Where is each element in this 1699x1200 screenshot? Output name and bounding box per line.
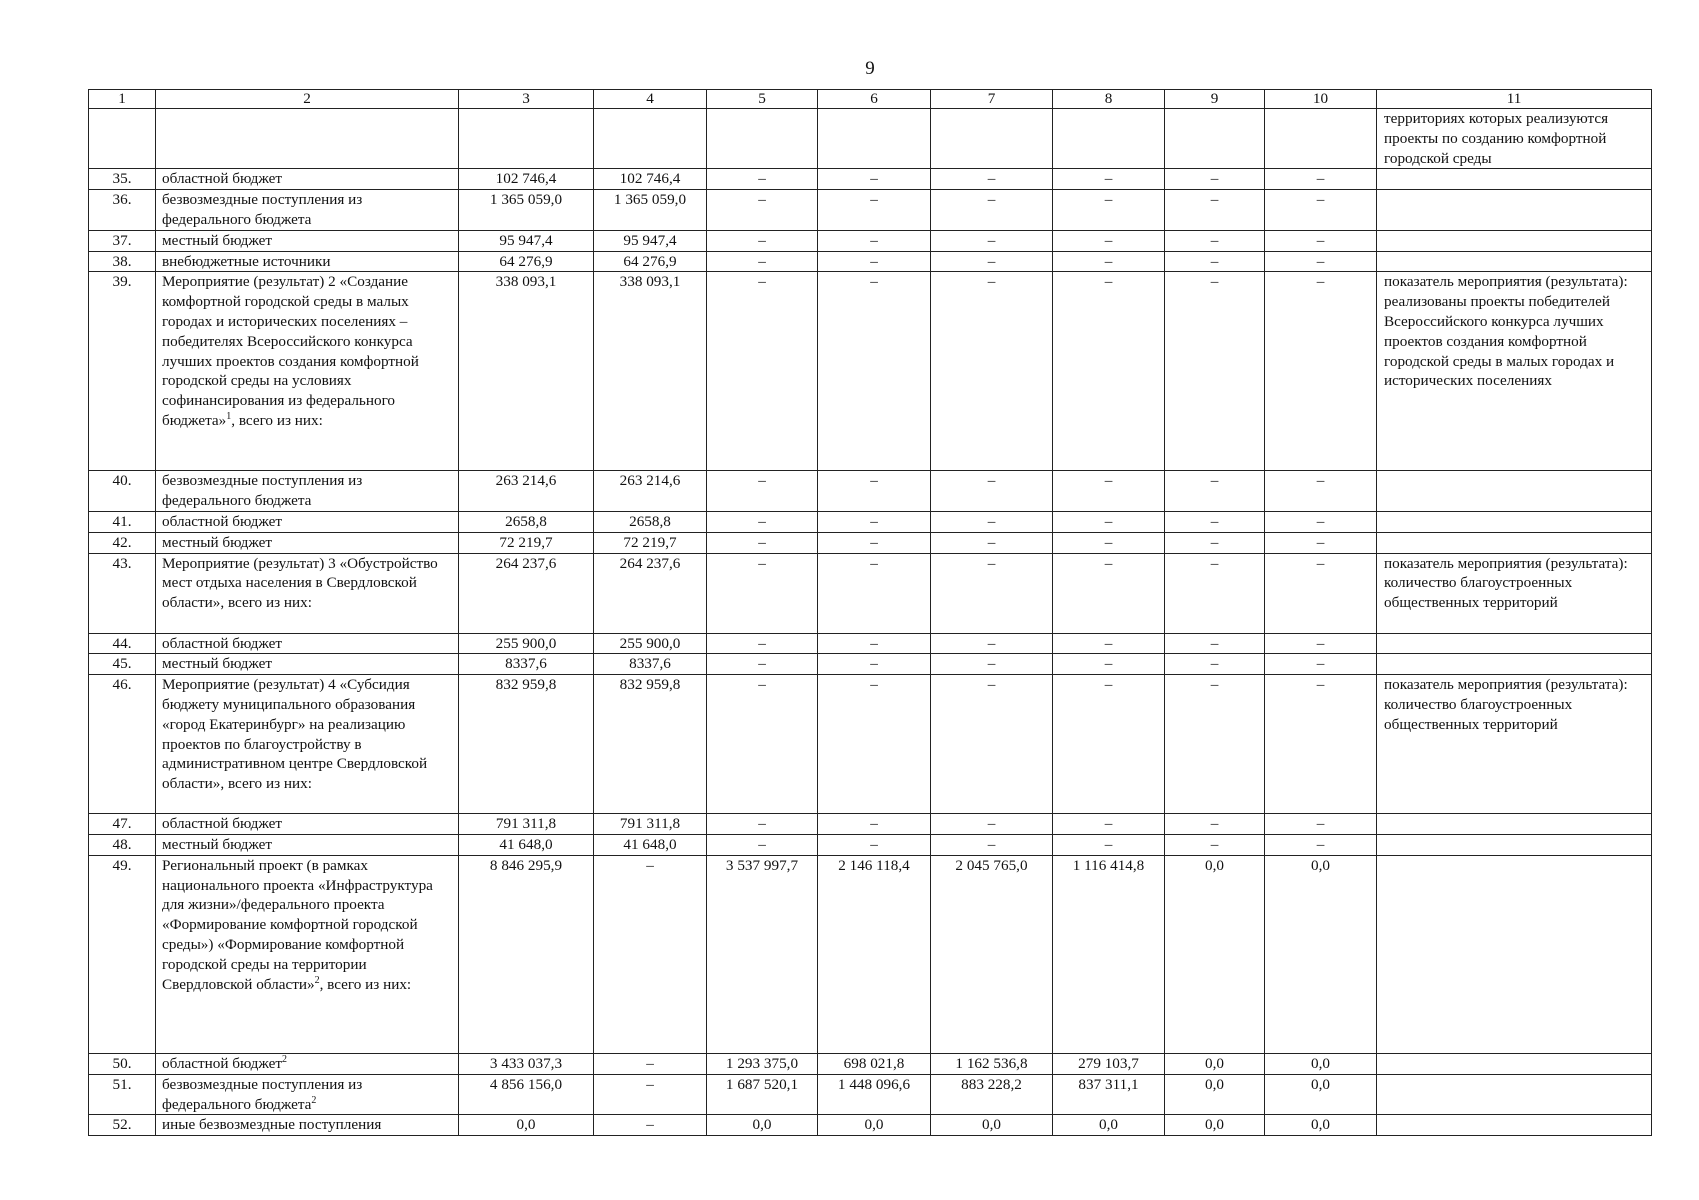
col9-value: – bbox=[1165, 654, 1265, 675]
item-name: местный бюджет bbox=[156, 834, 459, 855]
col7-value: – bbox=[931, 814, 1053, 835]
col8-value bbox=[1053, 109, 1165, 169]
col9-value: – bbox=[1165, 633, 1265, 654]
col6-value: – bbox=[818, 654, 931, 675]
col7-value: – bbox=[931, 511, 1053, 532]
col4-value: 255 900,0 bbox=[594, 633, 707, 654]
footnote-marker: 1 bbox=[226, 410, 232, 422]
row-number: 47. bbox=[89, 814, 156, 835]
col10-value: 0,0 bbox=[1265, 1053, 1377, 1074]
column-header-8: 8 bbox=[1053, 90, 1165, 109]
col8-value: – bbox=[1053, 553, 1165, 633]
row-number: 42. bbox=[89, 532, 156, 553]
item-name: областной бюджет$^2$ bbox=[156, 1053, 459, 1074]
col10-value: – bbox=[1265, 511, 1377, 532]
col3-value: 832 959,8 bbox=[459, 675, 594, 814]
footnote-marker: 2 bbox=[282, 1053, 287, 1065]
col8-value: – bbox=[1053, 834, 1165, 855]
col5-value: – bbox=[707, 272, 818, 471]
col10-value: – bbox=[1265, 553, 1377, 633]
col9-value: – bbox=[1165, 190, 1265, 231]
col10-value: – bbox=[1265, 633, 1377, 654]
col9-value: – bbox=[1165, 675, 1265, 814]
col9-value: – bbox=[1165, 532, 1265, 553]
col7-value: – bbox=[931, 272, 1053, 471]
col9-value: – bbox=[1165, 834, 1265, 855]
row-number: 48. bbox=[89, 834, 156, 855]
col3-value: 8337,6 bbox=[459, 654, 594, 675]
col7-value: – bbox=[931, 532, 1053, 553]
col8-value: – bbox=[1053, 272, 1165, 471]
item-name: областной бюджет bbox=[156, 814, 459, 835]
column-header-3: 3 bbox=[459, 90, 594, 109]
column-header-11: 11 bbox=[1377, 90, 1652, 109]
col8-value: – bbox=[1053, 633, 1165, 654]
indicator-note: показатель мероприятия (результата): количество благоустроенных общественных территорий bbox=[1377, 553, 1652, 633]
table-row bbox=[89, 230, 1652, 251]
col9-value: 0,0 bbox=[1165, 1053, 1265, 1074]
col6-value: – bbox=[818, 251, 931, 272]
col5-value: – bbox=[707, 169, 818, 190]
table-row bbox=[89, 553, 1652, 633]
col6-value: – bbox=[818, 834, 931, 855]
col3-value: 72 219,7 bbox=[459, 532, 594, 553]
col3-value: 102 746,4 bbox=[459, 169, 594, 190]
col8-value: 1 116 414,8 bbox=[1053, 855, 1165, 1053]
indicator-note: показатель мероприятия (результата): реализованы проекты победителей Всероссийского конкурса лучших проектов создания комфортной городской среды в малых городах и исторических поселениях bbox=[1377, 272, 1652, 471]
indicator-note bbox=[1377, 169, 1652, 190]
col9-value: – bbox=[1165, 230, 1265, 251]
col8-value: – bbox=[1053, 511, 1165, 532]
row-number: 36. bbox=[89, 190, 156, 231]
col8-value: – bbox=[1053, 190, 1165, 231]
col3-value: 41 648,0 bbox=[459, 834, 594, 855]
col10-value: – bbox=[1265, 230, 1377, 251]
col3-value: 3 433 037,3 bbox=[459, 1053, 594, 1074]
col6-value: – bbox=[818, 532, 931, 553]
col3-value: 4 856 156,0 bbox=[459, 1074, 594, 1115]
col10-value: – bbox=[1265, 532, 1377, 553]
col9-value: 0,0 bbox=[1165, 855, 1265, 1053]
col6-value: – bbox=[818, 814, 931, 835]
col4-value: 8337,6 bbox=[594, 654, 707, 675]
column-header-7: 7 bbox=[931, 90, 1053, 109]
item-name: внебюджетные источники bbox=[156, 251, 459, 272]
col6-value: – bbox=[818, 169, 931, 190]
col6-value: 698 021,8 bbox=[818, 1053, 931, 1074]
col7-value: 1 162 536,8 bbox=[931, 1053, 1053, 1074]
col4-value: – bbox=[594, 1053, 707, 1074]
row-number: 45. bbox=[89, 654, 156, 675]
col4-value: 263 214,6 bbox=[594, 471, 707, 512]
col8-value: 837 311,1 bbox=[1053, 1074, 1165, 1115]
column-header-2: 2 bbox=[156, 90, 459, 109]
row-number: 50. bbox=[89, 1053, 156, 1074]
col6-value: – bbox=[818, 553, 931, 633]
col6-value: – bbox=[818, 633, 931, 654]
column-header-1: 1 bbox=[89, 90, 156, 109]
indicator-note bbox=[1377, 1115, 1652, 1136]
col7-value: – bbox=[931, 251, 1053, 272]
table-row bbox=[89, 109, 1652, 169]
table-row bbox=[89, 633, 1652, 654]
col7-value: – bbox=[931, 230, 1053, 251]
col8-value: – bbox=[1053, 532, 1165, 553]
col5-value: – bbox=[707, 471, 818, 512]
col5-value: – bbox=[707, 230, 818, 251]
column-header-6: 6 bbox=[818, 90, 931, 109]
column-header-4: 4 bbox=[594, 90, 707, 109]
row-number: 43. bbox=[89, 553, 156, 633]
row-number: 49. bbox=[89, 855, 156, 1053]
item-name: Региональный проект (в рамках национального проекта «Инфраструктура для жизни»/федерального проекта «Формирование комфортной городской среды») «Формирование комфортной городской среды на территории Свердловской области»$^2$, всего из них: bbox=[156, 855, 459, 1053]
column-header-5: 5 bbox=[707, 90, 818, 109]
col4-value: 102 746,4 bbox=[594, 169, 707, 190]
indicator-note bbox=[1377, 532, 1652, 553]
col7-value: – bbox=[931, 471, 1053, 512]
col6-value: – bbox=[818, 471, 931, 512]
budget-table bbox=[88, 89, 1652, 1136]
col10-value: – bbox=[1265, 251, 1377, 272]
item-name: Мероприятие (результат) 3 «Обустройство мест отдыха населения в Свердловской области», всего из них: bbox=[156, 553, 459, 633]
col5-value: 1 687 520,1 bbox=[707, 1074, 818, 1115]
col10-value: – bbox=[1265, 471, 1377, 512]
col9-value: – bbox=[1165, 511, 1265, 532]
item-name: местный бюджет bbox=[156, 654, 459, 675]
item-name: областной бюджет bbox=[156, 633, 459, 654]
col10-value: 0,0 bbox=[1265, 855, 1377, 1053]
col8-value: – bbox=[1053, 230, 1165, 251]
col3-value: 264 237,6 bbox=[459, 553, 594, 633]
indicator-note: показатель мероприятия (результата): количество благоустроенных общественных территорий bbox=[1377, 675, 1652, 814]
col4-value: 72 219,7 bbox=[594, 532, 707, 553]
row-number: 37. bbox=[89, 230, 156, 251]
row-number: 39. bbox=[89, 272, 156, 471]
col3-value bbox=[459, 109, 594, 169]
col5-value: 1 293 375,0 bbox=[707, 1053, 818, 1074]
col8-value: 0,0 bbox=[1053, 1115, 1165, 1136]
col9-value: – bbox=[1165, 814, 1265, 835]
table-row bbox=[89, 169, 1652, 190]
row-number bbox=[89, 109, 156, 169]
col6-value: – bbox=[818, 230, 931, 251]
col6-value bbox=[818, 109, 931, 169]
col7-value: 2 045 765,0 bbox=[931, 855, 1053, 1053]
col5-value: 3 537 997,7 bbox=[707, 855, 818, 1053]
col8-value: – bbox=[1053, 675, 1165, 814]
col10-value: – bbox=[1265, 272, 1377, 471]
row-number: 40. bbox=[89, 471, 156, 512]
col10-value: – bbox=[1265, 834, 1377, 855]
col3-value: 263 214,6 bbox=[459, 471, 594, 512]
col10-value: – bbox=[1265, 675, 1377, 814]
col3-value: 255 900,0 bbox=[459, 633, 594, 654]
item-name: Мероприятие (результат) 4 «Субсидия бюджету муниципального образования «город Екатеринбург» на реализацию проектов по благоустройству в административном центре Свердловской области», всего из них: bbox=[156, 675, 459, 814]
column-header-10: 10 bbox=[1265, 90, 1377, 109]
col10-value bbox=[1265, 109, 1377, 169]
col3-value: 1 365 059,0 bbox=[459, 190, 594, 231]
table-header-row bbox=[89, 90, 1652, 109]
col9-value: 0,0 bbox=[1165, 1115, 1265, 1136]
col4-value: 1 365 059,0 bbox=[594, 190, 707, 231]
item-name: иные безвозмездные поступления bbox=[156, 1115, 459, 1136]
col6-value: 1 448 096,6 bbox=[818, 1074, 931, 1115]
table-row bbox=[89, 855, 1652, 1053]
item-name: безвозмездные поступления из федерального бюджета$^2$ bbox=[156, 1074, 459, 1115]
table-row bbox=[89, 1053, 1652, 1074]
col4-value bbox=[594, 109, 707, 169]
col5-value: – bbox=[707, 190, 818, 231]
col7-value: – bbox=[931, 654, 1053, 675]
col7-value: – bbox=[931, 834, 1053, 855]
row-number: 46. bbox=[89, 675, 156, 814]
col9-value: – bbox=[1165, 251, 1265, 272]
col10-value: – bbox=[1265, 654, 1377, 675]
indicator-note bbox=[1377, 230, 1652, 251]
footnote-marker: 2 bbox=[311, 1094, 317, 1106]
col5-value: – bbox=[707, 553, 818, 633]
col3-value: 2658,8 bbox=[459, 511, 594, 532]
row-number: 44. bbox=[89, 633, 156, 654]
indicator-note bbox=[1377, 834, 1652, 855]
col4-value: 41 648,0 bbox=[594, 834, 707, 855]
col3-value: 0,0 bbox=[459, 1115, 594, 1136]
table-row bbox=[89, 251, 1652, 272]
col9-value: 0,0 bbox=[1165, 1074, 1265, 1115]
col3-value: 64 276,9 bbox=[459, 251, 594, 272]
col4-value: 64 276,9 bbox=[594, 251, 707, 272]
table-row bbox=[89, 834, 1652, 855]
col4-value: 2658,8 bbox=[594, 511, 707, 532]
col4-value: – bbox=[594, 1074, 707, 1115]
col8-value: – bbox=[1053, 654, 1165, 675]
col5-value bbox=[707, 109, 818, 169]
table-row bbox=[89, 272, 1652, 471]
footnote-marker: 2 bbox=[314, 974, 320, 986]
col10-value: – bbox=[1265, 169, 1377, 190]
col7-value: – bbox=[931, 633, 1053, 654]
col9-value bbox=[1165, 109, 1265, 169]
col8-value: – bbox=[1053, 814, 1165, 835]
col4-value: 338 093,1 bbox=[594, 272, 707, 471]
row-number: 35. bbox=[89, 169, 156, 190]
indicator-note: территориях которых реализуются проекты по созданию комфортной городской среды bbox=[1377, 109, 1652, 169]
indicator-note bbox=[1377, 511, 1652, 532]
table-row bbox=[89, 675, 1652, 814]
row-number: 52. bbox=[89, 1115, 156, 1136]
col9-value: – bbox=[1165, 553, 1265, 633]
col7-value: – bbox=[931, 190, 1053, 231]
row-number: 38. bbox=[89, 251, 156, 272]
item-name: областной бюджет bbox=[156, 169, 459, 190]
indicator-note bbox=[1377, 190, 1652, 231]
table-row bbox=[89, 1115, 1652, 1136]
item-name: областной бюджет bbox=[156, 511, 459, 532]
col4-value: – bbox=[594, 855, 707, 1053]
indicator-note bbox=[1377, 654, 1652, 675]
col6-value: – bbox=[818, 190, 931, 231]
col6-value: – bbox=[818, 511, 931, 532]
indicator-note bbox=[1377, 1074, 1652, 1115]
col10-value: – bbox=[1265, 190, 1377, 231]
col5-value: – bbox=[707, 834, 818, 855]
col7-value bbox=[931, 109, 1053, 169]
table-row bbox=[89, 190, 1652, 231]
col5-value: – bbox=[707, 654, 818, 675]
page-number: 9 bbox=[865, 58, 875, 79]
table-row bbox=[89, 532, 1652, 553]
col10-value: 0,0 bbox=[1265, 1074, 1377, 1115]
col5-value: – bbox=[707, 814, 818, 835]
row-number: 41. bbox=[89, 511, 156, 532]
col5-value: – bbox=[707, 251, 818, 272]
col8-value: 279 103,7 bbox=[1053, 1053, 1165, 1074]
col10-value: – bbox=[1265, 814, 1377, 835]
col4-value: 95 947,4 bbox=[594, 230, 707, 251]
table-row bbox=[89, 814, 1652, 835]
indicator-note bbox=[1377, 251, 1652, 272]
col7-value: 883 228,2 bbox=[931, 1074, 1053, 1115]
col4-value: 791 311,8 bbox=[594, 814, 707, 835]
col3-value: 8 846 295,9 bbox=[459, 855, 594, 1053]
indicator-note bbox=[1377, 471, 1652, 512]
table-row bbox=[89, 1074, 1652, 1115]
indicator-note bbox=[1377, 855, 1652, 1053]
col5-value: – bbox=[707, 675, 818, 814]
item-name: местный бюджет bbox=[156, 532, 459, 553]
item-name: местный бюджет bbox=[156, 230, 459, 251]
col3-value: 791 311,8 bbox=[459, 814, 594, 835]
indicator-note bbox=[1377, 814, 1652, 835]
table-row bbox=[89, 511, 1652, 532]
col7-value: 0,0 bbox=[931, 1115, 1053, 1136]
column-header-9: 9 bbox=[1165, 90, 1265, 109]
col9-value: – bbox=[1165, 272, 1265, 471]
row-number: 51. bbox=[89, 1074, 156, 1115]
item-name: безвозмездные поступления из федерального бюджета bbox=[156, 471, 459, 512]
col9-value: – bbox=[1165, 169, 1265, 190]
col7-value: – bbox=[931, 675, 1053, 814]
col7-value: – bbox=[931, 169, 1053, 190]
col3-value: 338 093,1 bbox=[459, 272, 594, 471]
col3-value: 95 947,4 bbox=[459, 230, 594, 251]
col4-value: – bbox=[594, 1115, 707, 1136]
col8-value: – bbox=[1053, 169, 1165, 190]
table-row bbox=[89, 654, 1652, 675]
col5-value: – bbox=[707, 511, 818, 532]
col8-value: – bbox=[1053, 471, 1165, 512]
table-row bbox=[89, 471, 1652, 512]
item-name: Мероприятие (результат) 2 «Создание комфортной городской среды в малых городах и исторических поселениях – победителях Всероссийского конкурса лучших проектов создания комфортной городской среды на условиях софинансирования из федерального бюджета»$^1$, всего из них: bbox=[156, 272, 459, 471]
col8-value: – bbox=[1053, 251, 1165, 272]
col4-value: 264 237,6 bbox=[594, 553, 707, 633]
col6-value: 0,0 bbox=[818, 1115, 931, 1136]
col6-value: – bbox=[818, 675, 931, 814]
col6-value: 2 146 118,4 bbox=[818, 855, 931, 1053]
indicator-note bbox=[1377, 633, 1652, 654]
item-name: безвозмездные поступления из федерального бюджета bbox=[156, 190, 459, 231]
col5-value: – bbox=[707, 633, 818, 654]
col4-value: 832 959,8 bbox=[594, 675, 707, 814]
col7-value: – bbox=[931, 553, 1053, 633]
indicator-note bbox=[1377, 1053, 1652, 1074]
col5-value: 0,0 bbox=[707, 1115, 818, 1136]
col10-value: 0,0 bbox=[1265, 1115, 1377, 1136]
item-name bbox=[156, 109, 459, 169]
col6-value: – bbox=[818, 272, 931, 471]
col9-value: – bbox=[1165, 471, 1265, 512]
col5-value: – bbox=[707, 532, 818, 553]
